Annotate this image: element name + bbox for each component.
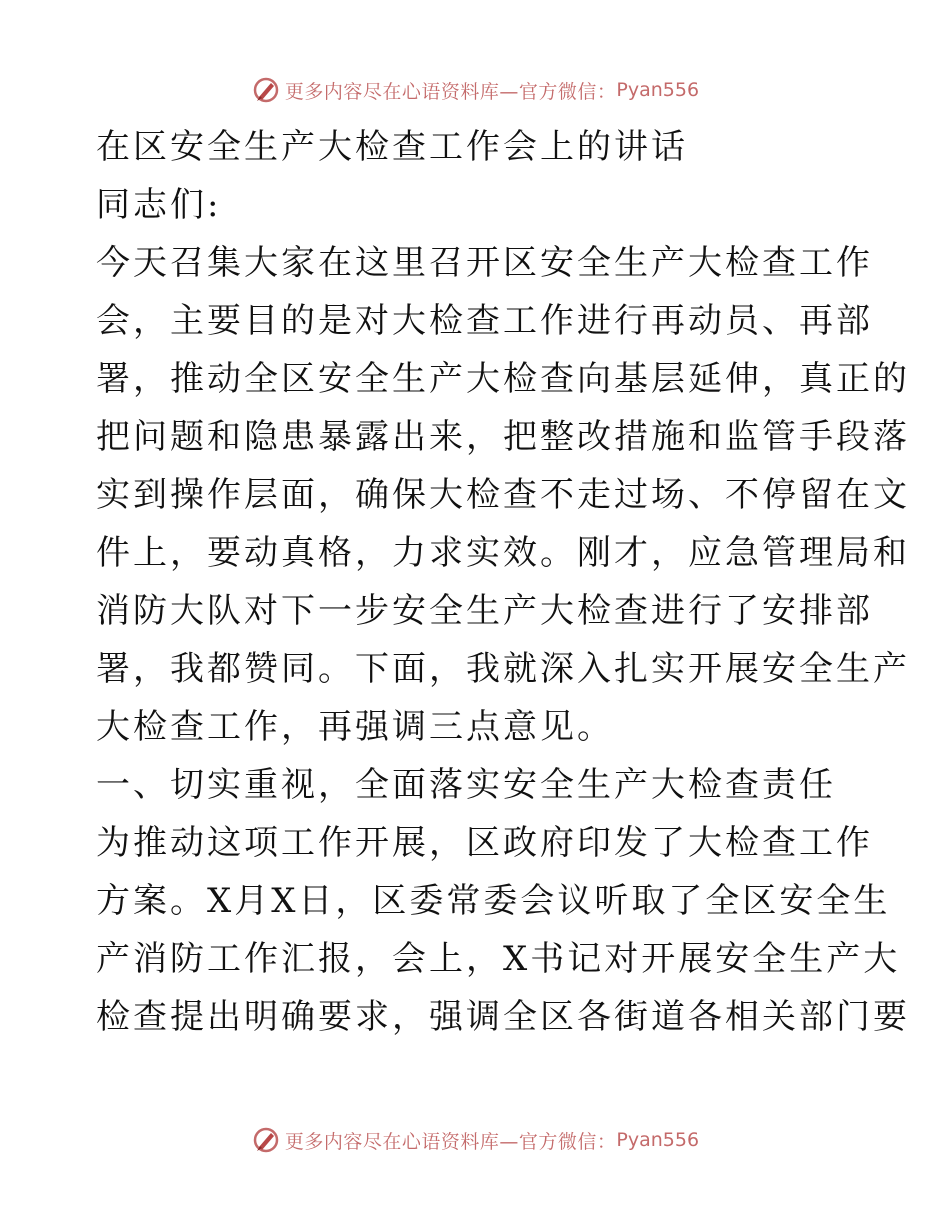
pen-logo-icon (251, 75, 281, 105)
watermark-text: 更多内容尽在心语资料库—官方微信： (284, 80, 617, 103)
document-body (96, 118, 910, 1046)
pen-logo-icon (251, 1125, 281, 1155)
paragraph-line: 会，主要目的是对大检查工作进行再动员、再部 (96, 301, 873, 341)
paragraph-line: 为推动这项工作开展，区政府印发了大检查工作 (96, 823, 873, 863)
footer-watermark (0, 1120, 950, 1160)
paragraph-line: 署，推动全区安全生产大检查向基层延伸，真正的 (96, 359, 910, 399)
watermark-wechat-id: Pyan556 (616, 79, 700, 101)
paragraph-line: 件上，要动真格，力求实效。刚才，应急管理局和 (96, 533, 910, 573)
paragraph-line: 检查提出明确要求，强调全区各街道各相关部门要 (96, 997, 910, 1037)
paragraph-line: 大检查工作，再强调三点意见。 (96, 707, 614, 747)
header-watermark (0, 70, 950, 110)
paragraph-line: 实到操作层面，确保大检查不走过场、不停留在文 (96, 475, 910, 515)
salutation: 同志们: (96, 185, 222, 225)
document-title: 在区安全生产大检查工作会上的讲话 (96, 127, 688, 167)
paragraph-line: 方案。X月X日，区委常委会议听取了全区安全生 (96, 881, 891, 921)
watermark-wechat-id: Pyan556 (616, 1129, 700, 1151)
paragraph-2 (96, 814, 910, 1046)
section-heading-1: 一、切实重视，全面落实安全生产大检查责任 (96, 765, 836, 805)
watermark-text: 更多内容尽在心语资料库—官方微信： (284, 1130, 617, 1153)
paragraph-line: 署，我都赞同。下面，我就深入扎实开展安全生产 (96, 649, 910, 689)
paragraph-1 (96, 234, 910, 756)
paragraph-line: 今天召集大家在这里召开区安全生产大检查工作 (96, 243, 873, 283)
paragraph-line: 消防大队对下一步安全生产大检查进行了安排部 (96, 591, 873, 631)
paragraph-line: 产消防工作汇报，会上，X书记对开展安全生产大 (96, 939, 901, 979)
paragraph-line: 把问题和隐患暴露出来，把整改措施和监管手段落 (96, 417, 910, 457)
